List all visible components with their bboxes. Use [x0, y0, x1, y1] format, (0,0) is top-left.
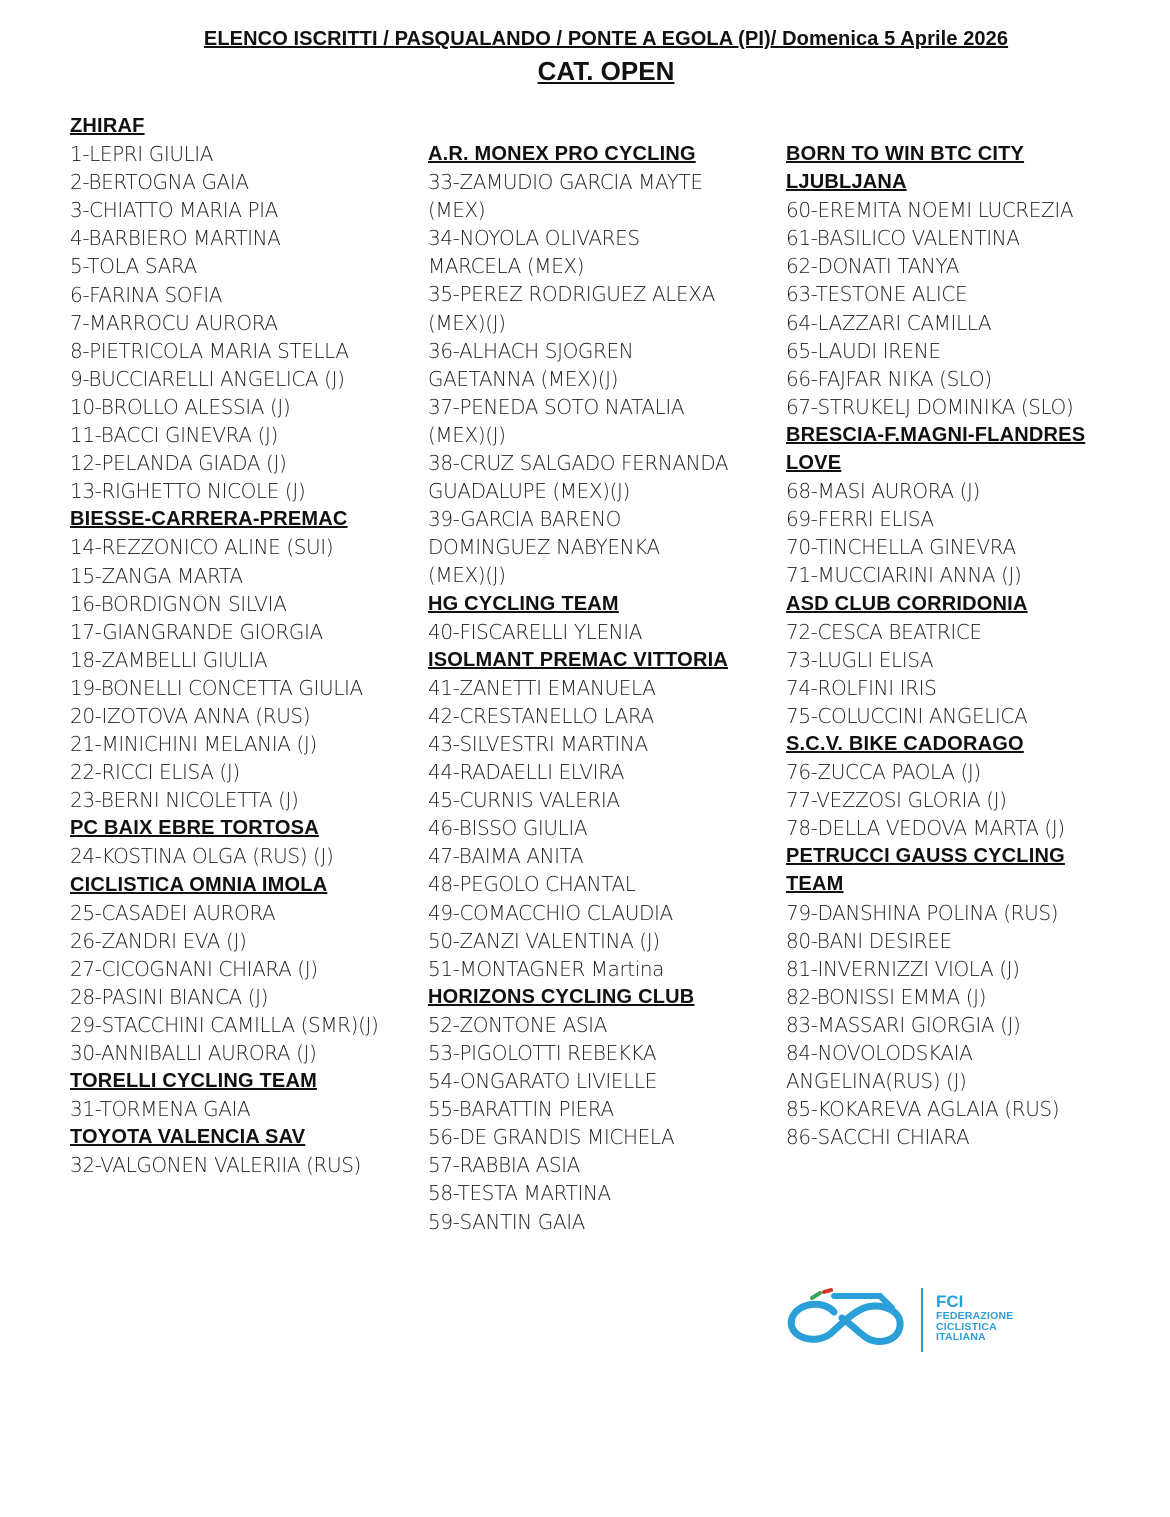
rider-entry: GUADALUPE (MEX)(J) — [428, 479, 630, 504]
team-heading: HG CYCLING TEAM — [428, 592, 619, 615]
rider-entry: DOMINGUEZ NABYENKA — [428, 535, 660, 560]
team-heading: CICLISTICA OMNIA IMOLA — [70, 873, 328, 896]
rider-entry: (MEX)(J) — [428, 422, 506, 447]
rider-entry: 33-ZAMUDIO GARCIA MAYTE — [428, 170, 703, 195]
rider-entry: 45-CURNIS VALERIA — [428, 788, 620, 813]
rider-entry: 52-ZONTONE ASIA — [428, 1012, 607, 1037]
rider-entry: 6-FARINA SOFIA — [70, 282, 223, 307]
rider-entry: 12-PELANDA GIADA (J) — [70, 451, 287, 476]
rider-entry: 20-IZOTOVA ANNA (RUS) — [70, 703, 311, 728]
rider-entry: 22-RICCI ELISA (J) — [70, 760, 240, 785]
rider-entry: 23-BERNI NICOLETTA (J) — [70, 788, 299, 813]
team-heading: S.C.V. BIKE CADORAGO — [786, 732, 1024, 755]
rider-entry: 40-FISCARELLI YLENIA — [428, 619, 643, 644]
rider-entry: 66-FAJFAR NIKA (SLO) — [786, 366, 992, 391]
rider-entry: 46-BISSO GIULIA — [428, 816, 588, 841]
rider-entry: 18-ZAMBELLI GIULIA — [70, 647, 268, 672]
rider-entry: 51-MONTAGNER Martina — [428, 956, 665, 981]
rider-entry: 57-RABBIA ASIA — [428, 1153, 580, 1178]
rider-entry: 50-ZANZI VALENTINA (J) — [428, 928, 660, 953]
rider-entry: 44-RADAELLI ELVIRA — [428, 760, 625, 785]
rider-entry: 79-DANSHINA POLINA (RUS) — [786, 900, 1059, 925]
rider-entry: 17-GIANGRANDE GIORGIA — [70, 619, 323, 644]
rider-entry: 34-NOYOLA OLIVARES — [428, 226, 640, 251]
rider-entry: 83-MASSARI GIORGIA (J) — [786, 1012, 1021, 1037]
rider-entry: 3-CHIATTO MARIA PIA — [70, 198, 278, 223]
rider-entry: 59-SANTIN GAIA — [428, 1209, 585, 1234]
team-heading: ASD CLUB CORRIDONIA — [786, 592, 1028, 615]
team-heading: LOVE — [786, 452, 842, 475]
team-heading: ISOLMANT PREMAC VITTORIA — [428, 648, 728, 671]
rider-entry: 2-BERTOGNA GAIA — [70, 170, 249, 195]
rider-entry: 82-BONISSI EMMA (J) — [786, 984, 987, 1009]
rider-entry: 31-TORMENA GAIA — [70, 1097, 251, 1122]
rider-entry: 35-PEREZ RODRIGUEZ ALEXA — [428, 282, 715, 307]
rider-entry: 77-VEZZOSI GLORIA (J) — [786, 788, 1007, 813]
rider-entry: 53-PIGOLOTTI REBEKKA — [428, 1041, 657, 1065]
logo-fci: FCI — [936, 1292, 964, 1311]
rider-entry: 80-BANI DESIREE — [786, 928, 952, 953]
rider-entry: 1-LEPRI GIULIA — [70, 142, 214, 167]
rider-entry: 36-ALHACH SJOGREN — [428, 338, 634, 363]
team-heading: ZHIRAF — [70, 115, 145, 137]
team-heading: TORELLI CYCLING TEAM — [70, 1070, 317, 1093]
rider-entry: 49-COMACCHIO CLAUDIA — [428, 900, 673, 925]
rider-entry: 27-CICOGNANI CHIARA (J) — [70, 956, 318, 981]
logo-line1: FEDERAZIONE — [936, 1310, 1014, 1322]
logo-right-loop — [842, 1306, 900, 1341]
rider-entry: 78-DELLA VEDOVA MARTA (J) — [786, 816, 1065, 841]
team-heading: TEAM — [786, 873, 844, 896]
rider-entry: 61-BASILICO VALENTINA — [786, 226, 1020, 251]
rider-entry: 63-TESTONE ALICE — [786, 282, 968, 307]
rider-entry: 55-BARATTIN PIERA — [428, 1097, 614, 1122]
rider-entry: 25-CASADEI AURORA — [70, 900, 276, 925]
rider-entry: 10-BROLLO ALESSIA (J) — [70, 394, 291, 419]
document-header — [0, 26, 1170, 88]
team-heading: BORN TO WIN BTC CITY — [786, 143, 1025, 165]
logo-red-stroke — [824, 1290, 831, 1292]
team-heading: HORIZONS CYCLING CLUB — [428, 985, 695, 1008]
rider-entry: 30-ANNIBALLI AURORA (J) — [70, 1041, 317, 1066]
logo-line3: ITALIANA — [936, 1331, 986, 1343]
rider-entry: 76-ZUCCA PAOLA (J) — [786, 760, 981, 785]
rider-entry: 9-BUCCIARELLI ANGELICA (J) — [70, 366, 345, 391]
rider-entry: 65-LAUDI IRENE — [786, 338, 941, 363]
rider-entry: 42-CRESTANELLO LARA — [428, 703, 654, 728]
rider-entry: 37-PENEDA SOTO NATALIA — [428, 394, 685, 419]
entries-column-3 — [786, 140, 1085, 1151]
rider-entry: 7-MARROCU AURORA — [70, 310, 278, 335]
entries-column-1 — [70, 112, 378, 1180]
document-title: ELENCO ISCRITTI / PASQUALANDO / PONTE A EGOLA (PI)/ Domenica 5 Aprile 2026 — [203, 28, 1009, 50]
rider-entry: 71-MUCCIARINI ANNA (J) — [786, 563, 1022, 588]
rider-entry: 21-MINICHINI MELANIA (J) — [70, 732, 317, 757]
logo-left-loop — [791, 1304, 864, 1339]
rider-entry: 8-PIETRICOLA MARIA STELLA — [70, 338, 349, 363]
rider-entry: 38-CRUZ SALGADO FERNANDA — [428, 451, 729, 476]
category-title: CAT. OPEN — [537, 56, 675, 86]
rider-entry: 29-STACCHINI CAMILLA (SMR)(J) — [70, 1013, 379, 1037]
team-heading: BIESSE-CARRERA-PREMAC — [70, 508, 348, 531]
entries-column-2 — [428, 140, 728, 1236]
rider-entry: 73-LUGLI ELISA — [786, 647, 934, 672]
rider-entry: 60-EREMITA NOEMI LUCREZIA — [786, 198, 1074, 223]
rider-entry: 72-CESCA BEATRICE — [786, 619, 982, 644]
rider-entry: 24-KOSTINA OLGA (RUS) (J) — [70, 844, 334, 869]
logo-green-stroke — [812, 1293, 820, 1298]
rider-entry: 58-TESTA MARTINA — [428, 1181, 611, 1206]
team-heading: TOYOTA VALENCIA SAV — [70, 1126, 306, 1149]
team-heading: LJUBLJANA — [786, 171, 907, 194]
rider-entry: (MEX) — [428, 198, 486, 223]
rider-entry: 15-ZANGA MARTA — [70, 563, 243, 588]
rider-entry: 69-FERRI ELISA — [786, 507, 934, 532]
rider-entry: 62-DONATI TANYA — [786, 254, 960, 279]
rider-entry: 84-NOVOLODSKAIA — [786, 1041, 973, 1065]
team-heading: PETRUCCI GAUSS CYCLING — [786, 845, 1065, 868]
rider-entry: 39-GARCIA BARENO — [428, 507, 621, 532]
rider-entry: 67-STRUKELJ DOMINIKA (SLO) — [786, 394, 1074, 419]
rider-entry: 68-MASI AURORA (J) — [786, 479, 980, 504]
rider-entry: 81-INVERNIZZI VIOLA (J) — [786, 956, 1020, 981]
rider-entry: 56-DE GRANDIS MICHELA — [428, 1125, 675, 1150]
rider-entry: 86-SACCHI CHIARA — [786, 1125, 970, 1150]
team-heading: PC BAIX EBRE TORTOSA — [70, 817, 319, 840]
team-heading: A.R. MONEX PRO CYCLING — [428, 143, 696, 165]
rider-entry: 5-TOLA SARA — [70, 254, 197, 279]
rider-entry: 26-ZANDRI EVA (J) — [70, 928, 247, 953]
team-heading: BRESCIA-F.MAGNI-FLANDRES — [786, 423, 1086, 446]
rider-entry: MARCELA (MEX) — [428, 254, 585, 279]
rider-entry: GAETANNA (MEX)(J) — [428, 366, 619, 391]
rider-entry: 64-LAZZARI CAMILLA — [786, 310, 992, 335]
rider-entry: 11-BACCI GINEVRA (J) — [70, 423, 278, 448]
rider-entry: 13-RIGHETTO NICOLE (J) — [70, 479, 306, 504]
rider-entry: 43-SILVESTRI MARTINA — [428, 731, 648, 756]
rider-entry: 47-BAIMA ANITA — [428, 844, 584, 869]
rider-entry: 85-KOKAREVA AGLAIA (RUS) — [786, 1097, 1060, 1122]
rider-entry: 41-ZANETTI EMANUELA — [428, 675, 656, 700]
fci-logo-text — [936, 1292, 1013, 1343]
rider-entry: 75-COLUCCINI ANGELICA — [786, 703, 1028, 728]
rider-entry: 14-REZZONICO ALINE (SUI) — [70, 535, 334, 560]
rider-entry: (MEX)(J) — [428, 563, 506, 588]
rider-entry: 32-VALGONEN VALERIIA (RUS) — [70, 1153, 361, 1178]
rider-entry: 4-BARBIERO MARTINA — [70, 226, 281, 251]
rider-entry: 28-PASINI BIANCA (J) — [70, 984, 269, 1009]
rider-entry: ANGELINA(RUS) (J) — [786, 1069, 967, 1094]
rider-entry: 54-ONGARATO LIVIELLE — [428, 1069, 657, 1094]
rider-entry: 19-BONELLI CONCETTA GIULIA — [70, 675, 363, 700]
rider-entry: 16-BORDIGNON SILVIA — [70, 591, 287, 616]
rider-entry: 70-TINCHELLA GINEVRA — [786, 535, 1016, 560]
rider-entry: 48-PEGOLO CHANTAL — [428, 872, 636, 897]
rider-entry: 74-ROLFINI IRIS — [786, 675, 937, 700]
rider-entry: (MEX)(J) — [428, 310, 506, 335]
logo-line2: CICLISTICA — [936, 1320, 997, 1333]
